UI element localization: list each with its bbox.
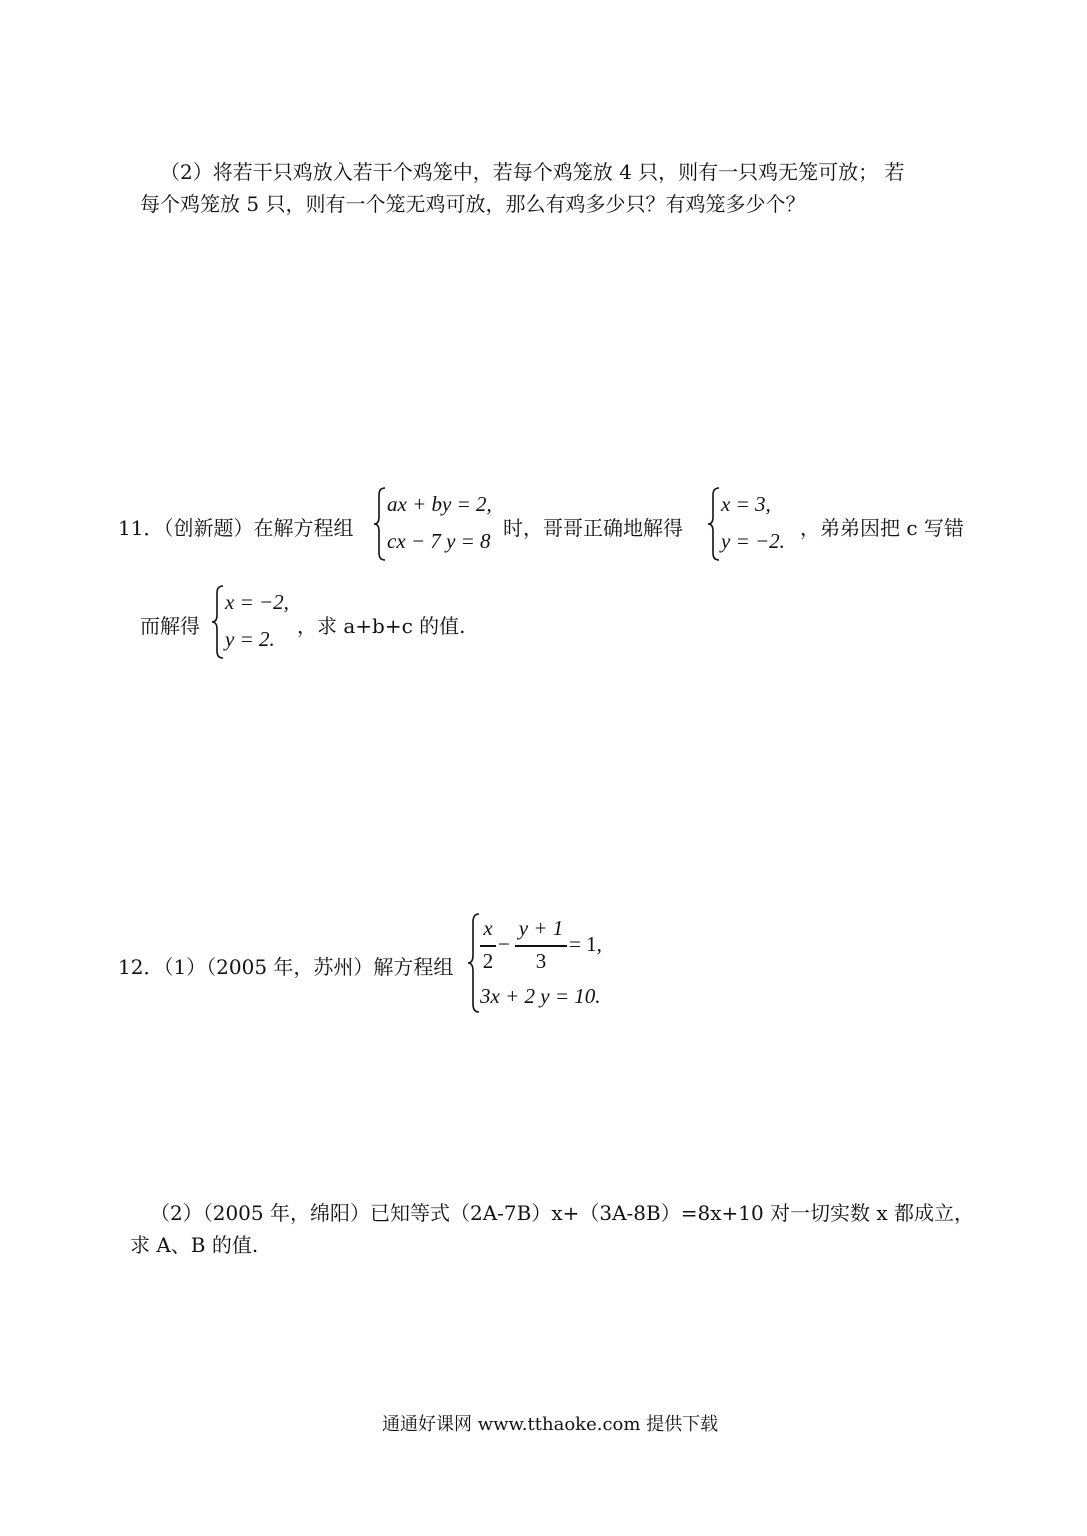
footer-text: 通通好课网 www.tthaoke.com 提供下载	[382, 1414, 719, 1435]
frac1-denominator: 2	[482, 949, 494, 973]
q11-sys1-eq2: cx − 7 y = 8	[387, 529, 491, 553]
frac1-numerator: x	[483, 916, 493, 940]
q12-2-line1: （2）（2005 年，绵阳）已知等式（2A-7B）x+（3A-8B）=8x+10 对一切实数 x 都成立，	[150, 1201, 975, 1225]
frac2-denominator: 3	[535, 949, 547, 973]
q11-suffix: ，弟弟因把 c 写错	[800, 516, 964, 540]
q10-2-line1: （2）将若干只鸡放入若干个鸡笼中，若每个鸡笼放 4 只，则有一只鸡无笼可放； 若	[160, 160, 905, 184]
frac1-bar	[480, 945, 496, 947]
left-brace-icon	[211, 585, 225, 659]
q12-1-eq2: 3x + 2 y = 10.	[480, 984, 601, 1008]
frac2-numerator: y + 1	[518, 916, 564, 940]
left-brace-icon	[467, 913, 481, 1013]
frac2-bar	[515, 945, 567, 947]
q12-1-system	[467, 913, 617, 1013]
left-brace-icon	[707, 487, 721, 561]
left-brace-icon	[373, 487, 387, 561]
q11-sys2-eq2: y = −2.	[721, 529, 785, 553]
q11-system-1	[373, 487, 503, 562]
q11-sys3-eq2: y = 2.	[225, 627, 275, 651]
q11-mid: 时，哥哥正确地解得	[503, 516, 683, 540]
q11-line2-suffix: ，求 a+b+c 的值.	[297, 614, 466, 638]
q11-sys1-eq1: ax + by = 2,	[387, 492, 492, 516]
minus-sign: −	[498, 932, 510, 956]
q11-sys3-eq1: x = −2,	[225, 590, 289, 614]
q11-prefix: 11．（创新题）在解方程组	[118, 516, 354, 540]
q12-1-prefix: 12．（1）（2005 年，苏州）解方程组	[118, 955, 454, 979]
q10-2-line2: 每个鸡笼放 5 只，则有一个笼无鸡可放，那么有鸡多少只？有鸡笼多少个？	[140, 192, 806, 216]
q12-1-eq1-rhs: = 1,	[569, 932, 602, 956]
q11-system-2	[707, 487, 802, 562]
q11-line2-prefix: 而解得	[140, 614, 200, 638]
q11-system-3	[211, 585, 306, 660]
q12-2-line2: 求 A、B 的值.	[130, 1233, 259, 1257]
q11-sys2-eq1: x = 3,	[721, 492, 771, 516]
